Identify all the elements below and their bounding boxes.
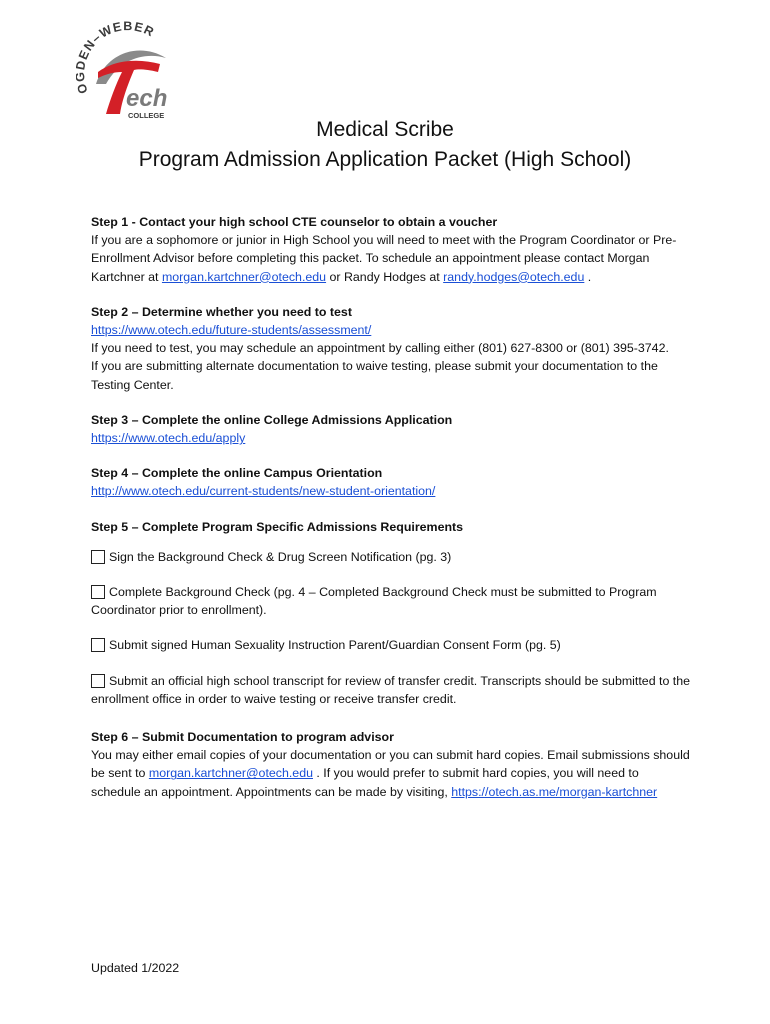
step-4-heading: Step 4 – Complete the online Campus Orientation	[91, 466, 383, 481]
checklist-item-label: Complete Background Check (pg. 4 – Completed Background Check must be submitted to Program Coordinator prior to enrollment).	[91, 585, 657, 618]
email-link-morgan-2[interactable]: morgan.kartchner@otech.edu	[148, 766, 313, 781]
checkbox-background-notification[interactable]	[91, 550, 105, 564]
step-3-heading: Step 3 – Complete the online College Admissions Application	[91, 412, 453, 427]
appointment-link[interactable]: https://otech.as.me/morgan-kartchner	[451, 784, 658, 799]
assessment-link[interactable]: https://www.otech.edu/future-students/assessment/	[91, 323, 372, 338]
document-subtitle: Program Admission Application Packet (High School)	[138, 148, 632, 171]
step-5-heading: Step 5 – Complete Program Specific Admissions Requirements	[91, 519, 464, 534]
step-6-text-1: You may either email copies of your documentation or you can submit hard copies. Email submissions should be sent to	[91, 748, 690, 781]
checklist-item-label: Submit an official high school transcript for review of transfer credit. Transcripts should be submitted to the enrollment office in order to waive testing or receive transfer credit.	[91, 673, 691, 706]
checkbox-background-check[interactable]	[91, 585, 105, 599]
step-2-text-2: If you are submitting alternate documentation to waive testing, please submit your documentation to the Testing Center.	[91, 359, 658, 392]
step-6-heading: Step 6 – Submit Documentation to program advisor	[91, 730, 394, 745]
email-link-randy[interactable]: randy.hodges@otech.edu	[443, 269, 585, 284]
logo-sub: COLLEGE	[128, 111, 165, 120]
apply-link[interactable]: https://www.otech.edu/apply	[91, 431, 246, 446]
updated-date: Updated 1/2022	[91, 961, 180, 975]
step-6	[91, 728, 691, 801]
logo-arc-text: EN–WEBER	[76, 19, 157, 62]
checklist-item	[91, 672, 691, 708]
step-2	[91, 303, 691, 394]
checklist-item	[91, 583, 691, 619]
checklist-item-label: Sign the Background Check & Drug Screen Notification (pg. 3)	[109, 549, 452, 564]
step-2-heading: Step 2 – Determine whether you need to test	[91, 304, 352, 319]
step-6-body	[91, 746, 691, 801]
step-1	[91, 213, 691, 286]
checklist-item	[91, 636, 691, 654]
step-5	[91, 518, 691, 536]
logo-word: ech	[126, 85, 168, 112]
step-4	[91, 464, 691, 500]
checklist-item-label: Submit signed Human Sexuality Instruction Parent/Guardian Consent Form (pg. 5)	[109, 638, 561, 653]
step-6-text-2: . If you would prefer to submit hard copies, you will need to schedule an appointment. Appointments can be made by visiting,	[91, 766, 639, 799]
orientation-link[interactable]: http://www.otech.edu/current-students/new-student-orientation/	[91, 484, 436, 499]
checkbox-consent-form[interactable]	[91, 638, 105, 652]
step-1-body	[91, 231, 691, 286]
steps-content	[91, 213, 691, 818]
checklist-item	[91, 548, 691, 566]
checkbox-transcript[interactable]	[91, 674, 105, 688]
step-1-heading: Step 1 - Contact your high school CTE counselor to obtain a voucher	[91, 215, 498, 229]
step-1-text-1: If you are a sophomore or junior in High School you will need to meet with the Program Coordinator or Pre-Enrollment Advisor before completing this packet. To schedule an appointment please contact Morgan Kartchner at	[91, 233, 677, 284]
step-3	[91, 411, 691, 447]
step-1-text-2: or Randy Hodges at	[326, 269, 444, 284]
step-1-text-3: .	[584, 269, 592, 284]
email-link-morgan[interactable]: morgan.kartchner@otech.edu	[161, 269, 327, 284]
step-2-text-1: If you need to test, you may schedule an appointment by calling either (801) 627-8300 or (801) 395-3742.	[91, 341, 669, 356]
document-title: Medical Scribe	[316, 118, 454, 141]
